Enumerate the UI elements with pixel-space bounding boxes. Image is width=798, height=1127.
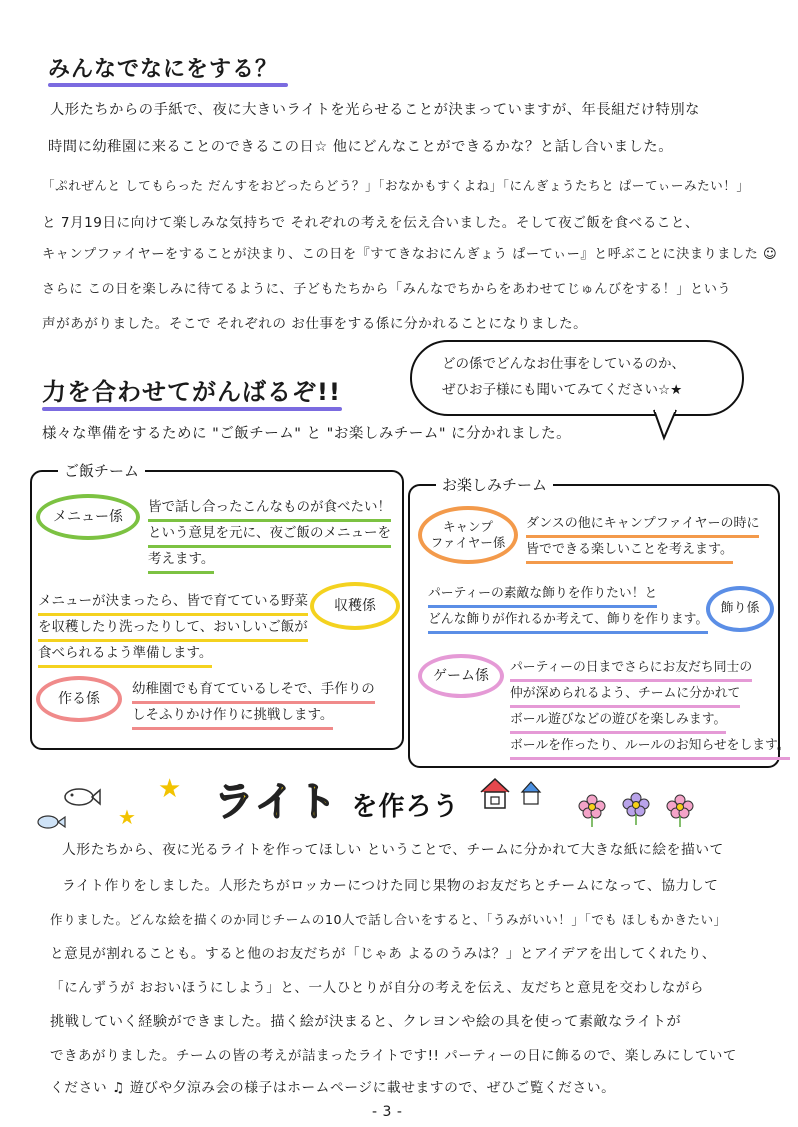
section3-line-4: と意見が割れることも。すると他のお友だちが「じゃあ よるのうみは？」とアイデアを出してくれたり、 — [50, 946, 716, 962]
star-icon: ★ — [158, 774, 182, 804]
harvest-desc-line-3: 食べられるよう準備します。 — [38, 642, 212, 668]
camp-role-label-2: ファイヤー係 — [430, 535, 506, 550]
section1-heading-text: みんなでなにをする？ — [48, 57, 279, 82]
harvest-role-badge — [310, 582, 400, 630]
harvest-role-label: 収穫係 — [334, 598, 376, 614]
speech-bubble — [410, 340, 744, 416]
gohan-team-title: ご飯チーム — [58, 460, 145, 481]
bubble-tail-icon — [652, 408, 682, 442]
menu-desc-line-3: 考えます。 — [148, 548, 214, 574]
section1-line-2: 時間に幼稚園に来ることのできるこの日☆ 他にどんなことができるかな？と話し合いました。 — [48, 139, 674, 155]
house-icon — [520, 780, 542, 806]
section1-line-6: さらに この日を楽しみに待てるように、子どもたちから「みんなでちからをあわせてじゅんびをする！」という — [42, 282, 732, 297]
flower-icon — [578, 794, 606, 828]
camp-role-desc — [526, 512, 759, 564]
make-role-badge — [36, 676, 122, 722]
section2-heading-text: 力を合わせてがんばるぞ!! — [42, 378, 341, 406]
game-role-badge — [418, 654, 504, 698]
heading-underline — [48, 83, 288, 87]
section1-line-5: キャンプファイヤーをすることが決まり、この日を『すてきなおにんぎょう ぱーてぃー』と呼ぶことに決まりました ☺ — [42, 247, 778, 262]
otanoshimi-team-title: お楽しみチーム — [436, 474, 553, 495]
menu-desc-line-2: という意見を元に、夜ご飯のメニューを — [148, 522, 391, 548]
section1-line-3: 「ぷれぜんと してもらった だんすをおどったらどう？」「おなかもすくよね」「にんぎょうたちと ぱーてぃーみたい！」 — [42, 178, 750, 193]
section3-heading-rest: を作ろう — [351, 792, 460, 822]
camp-role-label-1: キャンプ — [442, 519, 493, 534]
section1-line-1: 人形たちからの手紙で、夜に大きいライトを光らせることが決まっていますが、年長組だけ特別な — [50, 102, 700, 118]
section3-line-3: 作りました。どんな絵を描くのか同じチームの10人で話し合いをすると、「うみがいい！」「でも ほしもかきたい」 — [50, 912, 727, 927]
heading-underline — [42, 407, 342, 411]
page-number: - 3 - — [372, 1104, 403, 1120]
section3-line-6: 挑戦していく経験ができました。描く絵が決まると、クレヨンや絵の具を使って素敵なライトが — [50, 1014, 682, 1030]
game-desc-line-4: ボールを作ったり、ルールのお知らせをします。 — [510, 734, 790, 760]
decor-role-badge — [706, 586, 774, 632]
flower-icon — [666, 794, 694, 828]
camp-desc-line-2: 皆でできる楽しいことを考えます。 — [526, 538, 733, 564]
bubble-line-1: どの係でどんなお仕事をしているのか、 — [442, 356, 685, 372]
game-desc-line-1: パーティーの日までさらにお友だち同士の — [510, 656, 752, 682]
harvest-desc-line-2: を収穫したり洗ったりして、おいしいご飯が — [38, 616, 308, 642]
section1-line-4: と 7月19日に向けて楽しみな気持ちで それぞれの考えを伝え合いました。そして夜ご飯を食べること、 — [42, 215, 700, 231]
fish-icon — [36, 814, 66, 830]
decor-desc-line-1: パーティーの素敵な飾りを作りたい！と — [428, 582, 657, 608]
section1-line-7: 声があがりました。そこで それぞれの お仕事をする係に分かれることになりました。 — [42, 316, 588, 332]
bubble-line-2: ぜひお子様にも聞いてみてください☆★ — [442, 382, 683, 398]
section3-heading — [214, 770, 460, 827]
camp-role-badge — [418, 506, 518, 564]
section3-line-1: 人形たちから、夜に光るライトを作ってほしい ということで、チームに分かれて大きな紙に絵を描いて — [62, 842, 724, 858]
menu-role-badge — [36, 494, 140, 540]
make-desc-line-2: しそふりかけ作りに挑戦します。 — [132, 704, 333, 730]
flower-icon — [622, 792, 650, 826]
section3-line-7: できあがりました。チームの皆の考えが詰まったライトです!! パーティーの日に飾るので、楽しみにしていて — [50, 1048, 737, 1064]
camp-desc-line-1: ダンスの他にキャンプファイヤーの時に — [526, 512, 759, 538]
menu-desc-line-1: 皆で話し合ったこんなものが食べたい！ — [148, 496, 391, 522]
game-role-desc — [510, 656, 790, 760]
menu-role-label: メニュー係 — [53, 509, 123, 525]
house-icon — [478, 776, 512, 810]
menu-role-desc — [148, 496, 391, 574]
decor-role-desc — [428, 582, 708, 634]
section3-line-2: ライト作りをしました。人形たちがロッカーにつけた同じ果物のお友だちとチームになって、協力して — [62, 878, 719, 894]
section3-line-5: 「にんずうが おおいほうにしよう」と、一人ひとりが自分の考えを伝え、友だちと意見を交わしながら — [50, 980, 704, 996]
section2-intro: 様々な準備をするために "ご飯チーム" と "お楽しみチーム" に分かれました。 — [42, 426, 572, 442]
section3-heading-main: ライト — [214, 779, 339, 825]
otanoshimi-team-box — [408, 476, 790, 768]
make-role-desc — [132, 678, 375, 730]
section3-line-8: ください ♫ 遊びや夕涼み会の様子はホームページに載せますので、ぜひご覧ください。 — [50, 1080, 616, 1096]
game-desc-line-2: 仲が深められるよう、チームに分かれて — [510, 682, 740, 708]
section1-heading — [48, 52, 278, 83]
make-desc-line-1: 幼稚園でも育てているしそで、手作りの — [132, 678, 375, 704]
harvest-role-desc — [38, 590, 308, 668]
decor-desc-line-2: どんな飾りが作れるか考えて、飾りを作ります。 — [428, 608, 708, 634]
harvest-desc-line-1: メニューが決まったら、皆で育てている野菜 — [38, 590, 308, 616]
game-desc-line-3: ボール遊びなどの遊びを楽しみます。 — [510, 708, 726, 734]
gohan-team-box — [30, 462, 404, 750]
fish-icon — [62, 786, 102, 808]
make-role-label: 作る係 — [58, 691, 100, 707]
decor-role-label: 飾り係 — [720, 601, 760, 616]
section2-heading — [42, 372, 341, 407]
game-role-label: ゲーム係 — [433, 668, 489, 684]
star-icon: ★ — [118, 805, 136, 829]
